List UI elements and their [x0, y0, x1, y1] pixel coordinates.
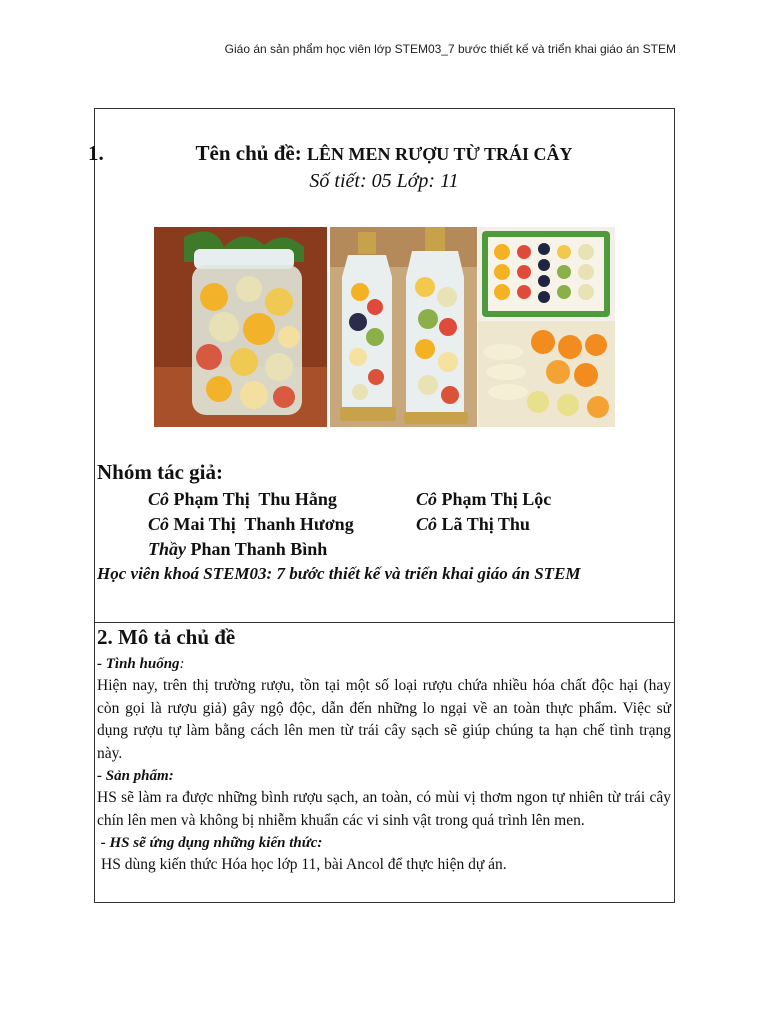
- sliced-fruit-photo: [478, 227, 615, 427]
- fruit-jar-photo: [154, 227, 327, 427]
- topic-name: LÊN MEN RƯỢU TỪ TRÁI CÂY: [306, 144, 573, 164]
- description-section: [97, 625, 671, 877]
- section-number: 1.: [88, 141, 104, 165]
- fruit-bottles-photo: [330, 227, 477, 427]
- course-note: Học viên khoá STEM03: 7 bước thiết kế và triển khai giáo án STEM: [97, 564, 581, 583]
- lesson-info: Số tiết: 05 Lớp: 11: [309, 170, 459, 192]
- situation-label: - Tình huống:: [97, 656, 185, 672]
- author-4: Cô Lã Thị Thu: [416, 514, 530, 534]
- topic-title: [0, 141, 768, 166]
- running-header: Giáo án sản phẩm học viên lớp STEM03_7 bước thiết kế và triển khai giáo án STEM: [224, 42, 676, 56]
- situation-text: Hiện nay, trên thị trường rượu, tồn tại một số loại rượu chứa nhiều hóa chất độc hại (hay còn gọi là rượu giả) gây ngộ độc, dẫn đến những lo ngại về an toàn thực phẩm. Việc sử dụng rượu tự làm bằng cách lên men từ trái cây sạch sẽ giúp chúng ta hạn chế tình trạng này.: [97, 677, 671, 762]
- topic-title-prefix: Tên chủ đề:: [195, 141, 307, 165]
- author-1: Cô Phạm Thị Thu Hằng: [148, 489, 337, 509]
- author-5: Thầy Phan Thanh Bình: [148, 539, 328, 559]
- product-text: HS sẽ làm ra được những bình rượu sạch, an toàn, có mùi vị thơm ngon tự nhiên từ trái cây chín lên men và không bị nhiễm khuẩn các vi sinh vật trong quá trình lên men.: [97, 789, 671, 829]
- description-heading: 2. Mô tả chủ đề: [97, 625, 236, 649]
- knowledge-text: HS dùng kiến thức Hóa học lớp 11, bài Ancol để thực hiện dự án.: [101, 856, 507, 873]
- author-2: Cô Phạm Thị Lộc: [416, 489, 552, 509]
- authors-heading: Nhóm tác giả:: [97, 460, 223, 484]
- author-3: Cô Mai Thị Thanh Hương: [148, 514, 354, 534]
- knowledge-label: - HS sẽ ứng dụng những kiến thức:: [97, 835, 323, 851]
- product-label: - Sản phẩm:: [97, 768, 174, 784]
